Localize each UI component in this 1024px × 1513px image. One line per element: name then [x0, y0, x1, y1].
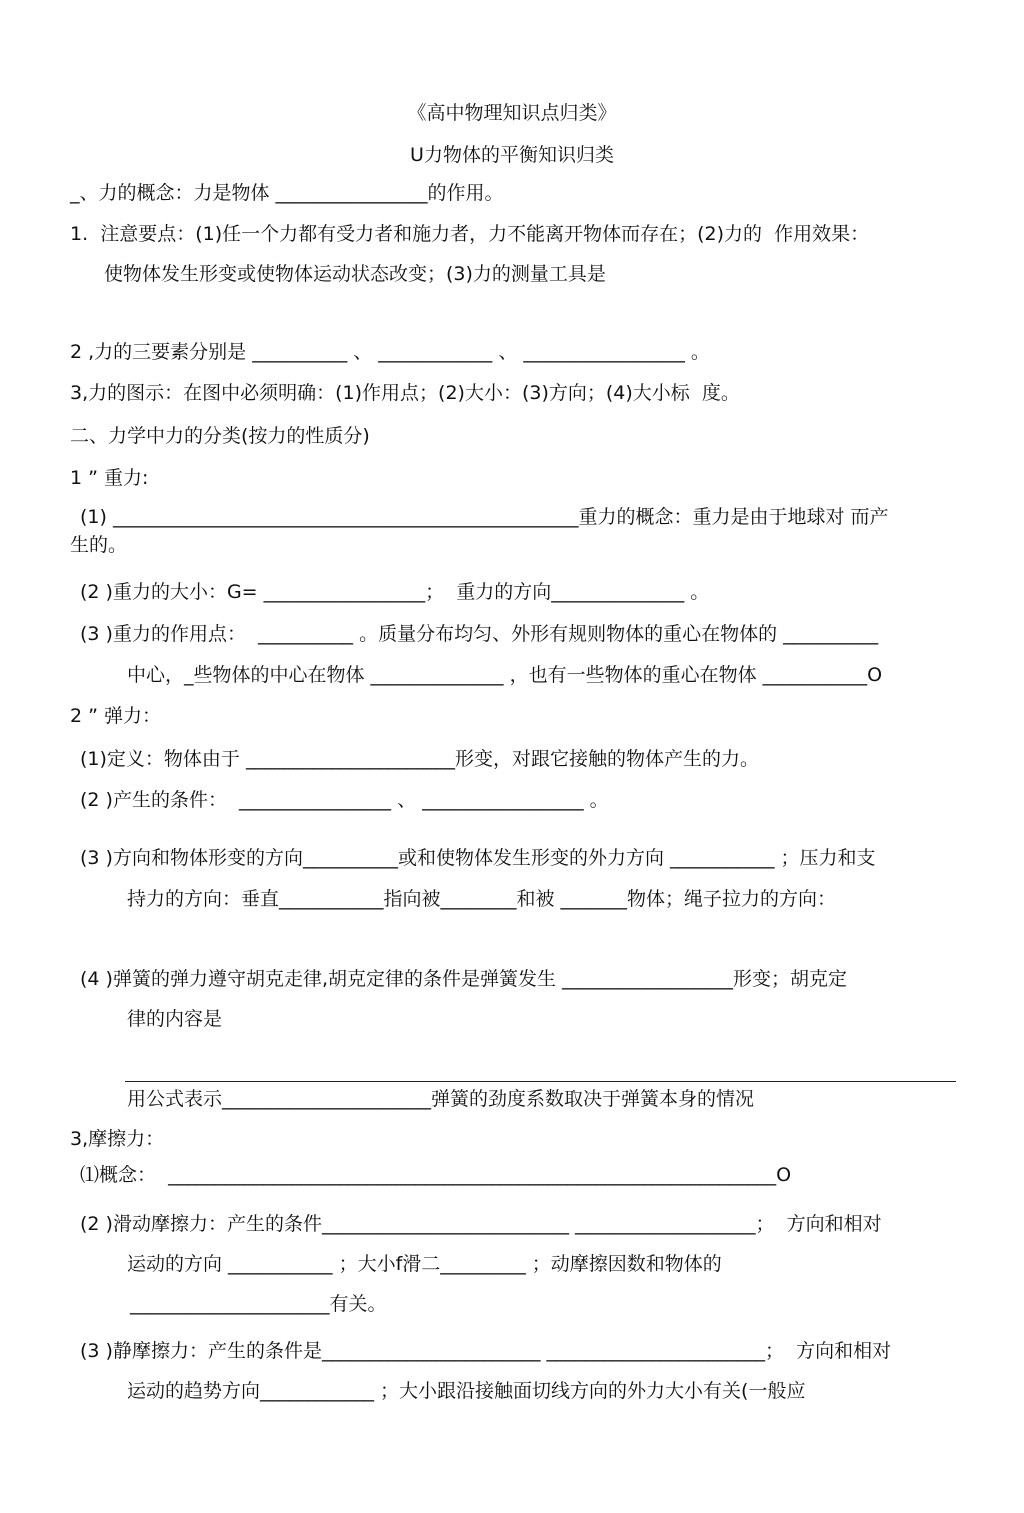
text-line: 运动的方向 ___________ ；大小f滑二_________ ；动摩擦因数和物体的: [127, 1253, 722, 1275]
text-line: (1) _________________________________________________重力的概念：重力是由于地球对 而产: [80, 506, 889, 528]
text-line: (3 )重力的作用点： __________ 。质量分布均匀、外形有规则物体的重心在物体的 __________: [80, 623, 879, 645]
text-line: _____________________有关。: [130, 1293, 387, 1315]
text-line: 运动的趋势方向____________ ；大小跟沿接触面切线方向的外力大小有关(一般应: [127, 1380, 806, 1402]
text-line: 使物体发生形变或使物体运动状态改变；(3)力的测量工具是: [104, 263, 606, 285]
text-line: (2 )滑动摩擦力：产生的条件__________________________ ___________________； 方向和相对: [80, 1213, 882, 1235]
text-line: (3 )静摩擦力：产生的条件是_______________________ _______________________； 方向和相对: [80, 1340, 892, 1362]
document-title: 《高中物理知识点归类》: [407, 102, 617, 124]
text-line: 生的。: [70, 534, 128, 556]
text-line: (4 )弹簧的弹力遵守胡克走律,胡克定律的条件是弹簧发生 __________________形变；胡克定: [80, 968, 848, 990]
text-line: (2 )产生的条件： ________________ 、 _________________ 。: [80, 789, 609, 811]
text-line: _、力的概念：力是物体 ________________的作用。: [70, 182, 504, 204]
text-line: ⑴概念： ________________________________________________________________O: [80, 1164, 792, 1186]
text-line: 持力的方向：垂直___________指向被________和被 _______物体；绳子拉力的方向：: [127, 888, 837, 910]
text-line: 2 ” 弹力：: [70, 705, 162, 727]
text-line: (1)定义：物体由于 ______________________形变，对跟它接触的物体产生的力。: [80, 748, 759, 770]
text-line: 律的内容是: [127, 1008, 223, 1030]
text-line: 3,力的图示：在图中必须明确：(1)作用点；(2)大小：(3)方向；(4)大小标 度。: [70, 382, 740, 404]
text-line: 1. 注意要点：(1)任一个力都有受力者和施力者，力不能离开物体而存在；(2)力的 作用效果：: [70, 223, 870, 245]
text-line: 1 ” 重力:: [70, 467, 149, 489]
answer-rule: [125, 1081, 956, 1082]
text-line: 3,摩擦力：: [70, 1128, 165, 1150]
document-subtitle: U力物体的平衡知识归类: [410, 144, 614, 166]
text-line: 中心，_些物体的中心在物体 ______________ ，也有一些物体的重心在物体 ___________O: [127, 664, 883, 686]
text-line: (2 )重力的大小：G= _________________； 重力的方向______________ 。: [80, 581, 710, 603]
text-line: 二、力学中力的分类(按力的性质分): [70, 425, 370, 447]
text-line: 2 ,力的三要素分别是 __________ 、 ____________ 、 _________________ 。: [70, 341, 710, 363]
text-line: 用公式表示______________________弹簧的劲度系数取决于弹簧本身的情况: [127, 1088, 755, 1110]
text-line: (3 )方向和物体形变的方向__________或和使物体发生形变的外力方向 ___________ ；压力和支: [80, 847, 876, 869]
